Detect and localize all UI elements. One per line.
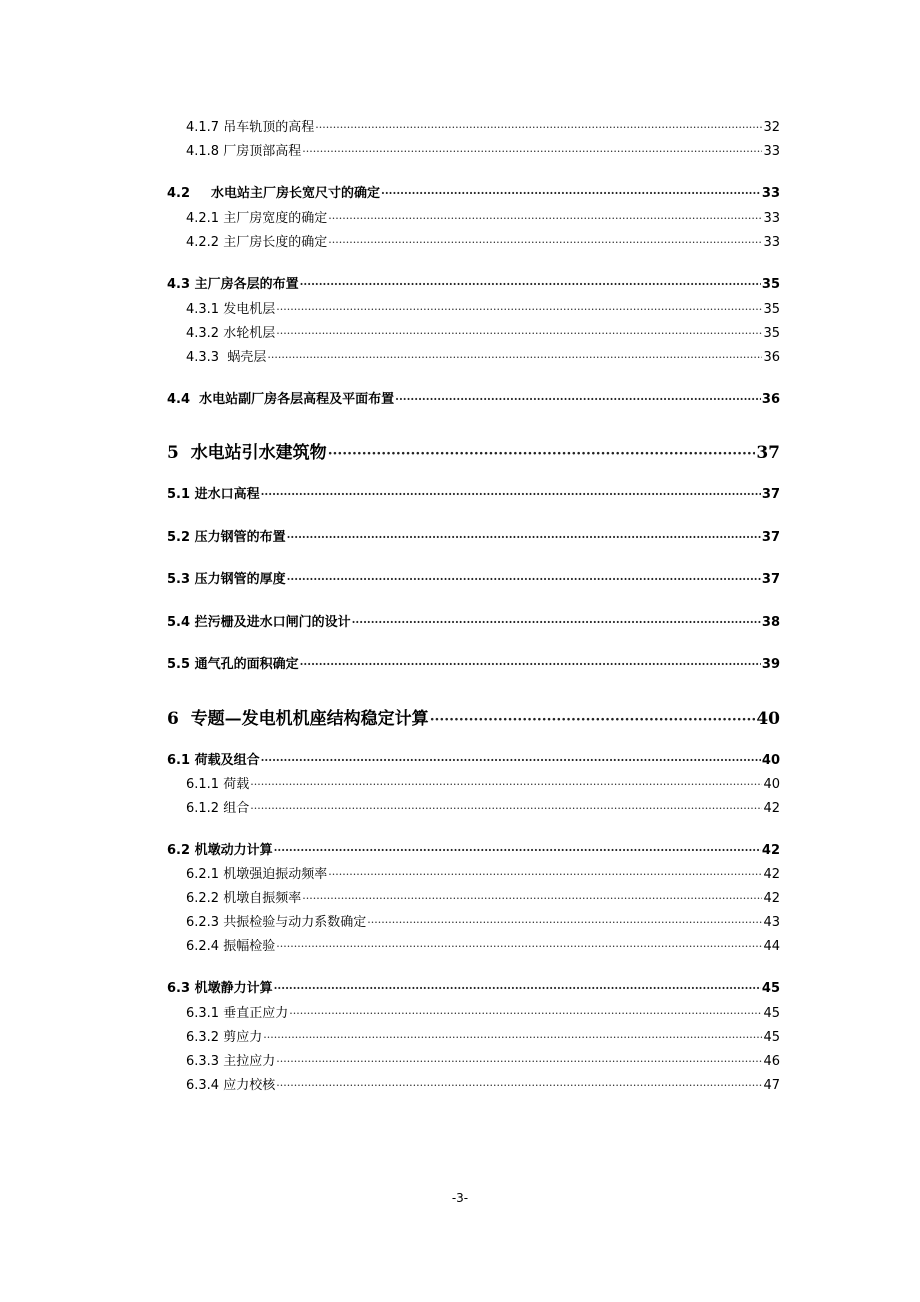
toc-entry[interactable] — [167, 273, 780, 292]
toc-entry-page: 37 — [756, 443, 780, 463]
toc-entry[interactable] — [186, 207, 780, 226]
toc-entry-title: 主厂房长度的确定 — [223, 235, 328, 250]
toc-entry-title: 水电站引水建筑物 — [190, 443, 327, 463]
toc-entry[interactable] — [186, 298, 780, 317]
toc-entry-number: 5.2 — [167, 530, 191, 545]
leader-dots — [250, 778, 762, 791]
page-number: -3- — [451, 1191, 469, 1205]
toc-entry[interactable] — [186, 1074, 780, 1093]
toc-entry[interactable] — [186, 1026, 780, 1045]
toc-entry[interactable] — [167, 483, 780, 502]
leader-dots — [276, 1055, 762, 1068]
toc-entry-number: 4.3.3 — [186, 350, 220, 365]
toc-entry-title: 水电站副厂房各层高程及平面布置 — [199, 392, 395, 407]
toc-entry[interactable] — [186, 797, 780, 816]
leader-dots — [328, 212, 762, 225]
toc-entry[interactable] — [167, 839, 780, 858]
toc-entry-number: 4.1.7 — [186, 120, 220, 135]
toc-entry-page: 35 — [761, 277, 780, 292]
toc-entry-title: 通气孔的面积确定 — [194, 657, 299, 672]
toc-entry-number: 4.2 — [167, 186, 191, 201]
toc-entry-number: 4.2.1 — [186, 211, 220, 226]
toc-entry-title: 机墩动力计算 — [194, 843, 273, 858]
toc-entry-number: 6.3.3 — [186, 1054, 220, 1069]
toc-entry-number: 5 — [167, 443, 179, 463]
leader-dots — [315, 121, 762, 134]
toc-entry-title: 机墩自振频率 — [223, 891, 302, 906]
toc-entry-page: 38 — [761, 615, 780, 630]
toc-entry-number: 6.3.1 — [186, 1006, 220, 1021]
toc-entry[interactable] — [186, 773, 780, 792]
leader-dots — [328, 868, 762, 881]
leader-dots — [274, 844, 761, 857]
toc-entry[interactable] — [186, 911, 780, 930]
toc-entry-number: 6.1.2 — [186, 801, 220, 816]
toc-entry-page: 35 — [763, 326, 780, 341]
toc-entry-number: 4.4 — [167, 392, 191, 407]
toc-entry-title: 剪应力 — [223, 1030, 263, 1045]
toc-entry-title: 荷载 — [223, 777, 250, 792]
toc-entry-number: 4.1.8 — [186, 144, 220, 159]
leader-dots — [261, 488, 761, 501]
toc-entry-title: 拦污栅及进水口闸门的设计 — [194, 615, 351, 630]
toc-entry[interactable] — [186, 140, 780, 159]
toc-entry-page: 39 — [761, 657, 780, 672]
leader-dots — [276, 940, 762, 953]
toc-entry-page: 45 — [761, 981, 780, 996]
toc-entry-title: 吊车轨顶的高程 — [223, 120, 315, 135]
toc-entry-number: 5.1 — [167, 487, 191, 502]
toc-entry-title: 主厂房宽度的确定 — [223, 211, 328, 226]
toc-entry-number: 6.2.4 — [186, 939, 220, 954]
toc-entry-title: 发电机层 — [223, 302, 276, 317]
toc-chapter[interactable] — [167, 438, 780, 463]
toc-entry-page: 42 — [763, 867, 780, 882]
toc-entry[interactable] — [186, 1050, 780, 1069]
toc-entry-title: 主拉应力 — [223, 1054, 276, 1069]
leader-dots — [430, 712, 756, 728]
leader-dots — [395, 393, 761, 406]
leader-dots — [276, 303, 762, 316]
toc-entry-title: 专题—发电机机座结构稳定计算 — [190, 709, 429, 729]
leader-dots — [289, 1007, 762, 1020]
toc-entry-page: 36 — [763, 350, 780, 365]
toc-entry-number: 6.1.1 — [186, 777, 220, 792]
toc-entry-number: 6 — [167, 709, 179, 729]
toc-entry-page: 44 — [763, 939, 780, 954]
toc-entry-page: 45 — [763, 1006, 780, 1021]
leader-dots — [287, 531, 761, 544]
toc-entry-number: 6.1 — [167, 753, 191, 768]
toc-entry-title: 机墩静力计算 — [194, 981, 273, 996]
leader-dots — [276, 1079, 762, 1092]
leader-dots — [250, 802, 762, 815]
toc-entry-number: 6.2.2 — [186, 891, 220, 906]
toc-entry-title: 蜗壳层 — [227, 350, 267, 365]
toc-entry-number: 4.3.2 — [186, 326, 220, 341]
leader-dots — [352, 616, 761, 629]
leader-dots — [302, 145, 762, 158]
toc-entry-page: 33 — [763, 211, 780, 226]
toc-entry[interactable] — [167, 568, 780, 587]
toc-entry-title: 厂房顶部高程 — [223, 144, 302, 159]
leader-dots — [328, 446, 756, 462]
toc-entry[interactable] — [167, 749, 780, 768]
toc-entry-title: 应力校核 — [223, 1078, 276, 1093]
toc-entry-title: 水电站主厂房长宽尺寸的确定 — [211, 186, 381, 201]
toc-entry-page: 37 — [761, 530, 780, 545]
toc-entry-page: 36 — [761, 392, 780, 407]
toc-entry[interactable] — [186, 116, 780, 135]
toc-entry-number: 4.2.2 — [186, 235, 220, 250]
toc-entry[interactable] — [186, 887, 780, 906]
leader-dots — [287, 573, 761, 586]
leader-dots — [381, 187, 761, 200]
toc-entry[interactable] — [186, 322, 780, 341]
toc-entry[interactable] — [167, 653, 780, 672]
toc-entry-title: 组合 — [223, 801, 250, 816]
toc-entry[interactable] — [167, 182, 780, 201]
toc-entry-page: 40 — [756, 709, 780, 729]
toc-entry-number: 4.3.1 — [186, 302, 220, 317]
toc-entry[interactable] — [167, 526, 780, 545]
leader-dots — [267, 351, 762, 364]
toc-entry[interactable] — [186, 935, 780, 954]
toc-entry-number: 6.3 — [167, 981, 191, 996]
toc-entry-title: 压力钢管的厚度 — [194, 572, 286, 587]
toc-entry[interactable] — [186, 231, 780, 250]
toc-entry-title: 进水口高程 — [194, 487, 260, 502]
leader-dots — [263, 1031, 762, 1044]
toc-entry-page: 33 — [761, 186, 780, 201]
toc-entry-page: 37 — [761, 572, 780, 587]
leader-dots — [302, 892, 762, 905]
toc-entry-page: 47 — [763, 1078, 780, 1093]
toc-entry-page: 46 — [763, 1054, 780, 1069]
toc-entry-number: 5.3 — [167, 572, 191, 587]
toc-entry-page: 42 — [761, 843, 780, 858]
toc-entry-title: 荷载及组合 — [194, 753, 260, 768]
toc-entry-page: 35 — [763, 302, 780, 317]
toc-entry-page: 33 — [763, 235, 780, 250]
toc-entry-title: 机墩强迫振动频率 — [223, 867, 328, 882]
toc-entry-page: 33 — [763, 144, 780, 159]
leader-dots — [300, 658, 761, 671]
leader-dots — [367, 916, 762, 929]
toc-entry-page: 45 — [763, 1030, 780, 1045]
toc-chapter[interactable] — [167, 704, 780, 729]
toc-entry-page: 43 — [763, 915, 780, 930]
toc-entry-number: 5.5 — [167, 657, 191, 672]
toc-entry-number: 6.3.4 — [186, 1078, 220, 1093]
toc-entry-number: 5.4 — [167, 615, 191, 630]
leader-dots — [261, 754, 761, 767]
toc-entry-page: 40 — [761, 753, 780, 768]
toc-entry-page: 40 — [763, 777, 780, 792]
toc-entry[interactable] — [186, 863, 780, 882]
toc-entry-page: 37 — [761, 487, 780, 502]
toc-entry[interactable] — [167, 611, 780, 630]
toc-entry[interactable] — [167, 388, 780, 407]
toc-entry-page: 42 — [763, 801, 780, 816]
toc-entry-title: 水轮机层 — [223, 326, 276, 341]
leader-dots — [276, 327, 762, 340]
leader-dots — [274, 982, 761, 995]
toc-entry[interactable] — [186, 1002, 780, 1021]
toc-entry[interactable] — [167, 977, 780, 996]
toc-entry[interactable] — [186, 346, 780, 365]
leader-dots — [328, 236, 762, 249]
toc-entry-page: 42 — [763, 891, 780, 906]
toc-entry-number: 6.2.3 — [186, 915, 220, 930]
toc-entry-title: 压力钢管的布置 — [194, 530, 286, 545]
toc-entry-title: 共振检验与动力系数确定 — [223, 915, 367, 930]
toc-entry-number: 6.3.2 — [186, 1030, 220, 1045]
toc-entry-title: 振幅检验 — [223, 939, 276, 954]
toc-entry-title: 垂直正应力 — [223, 1006, 289, 1021]
toc-entry-number: 6.2 — [167, 843, 191, 858]
toc-entry-title: 主厂房各层的布置 — [194, 277, 299, 292]
leader-dots — [300, 278, 761, 291]
toc-entry-page: 32 — [763, 120, 780, 135]
toc-entry-number: 4.3 — [167, 277, 191, 292]
toc-entry-number: 6.2.1 — [186, 867, 220, 882]
